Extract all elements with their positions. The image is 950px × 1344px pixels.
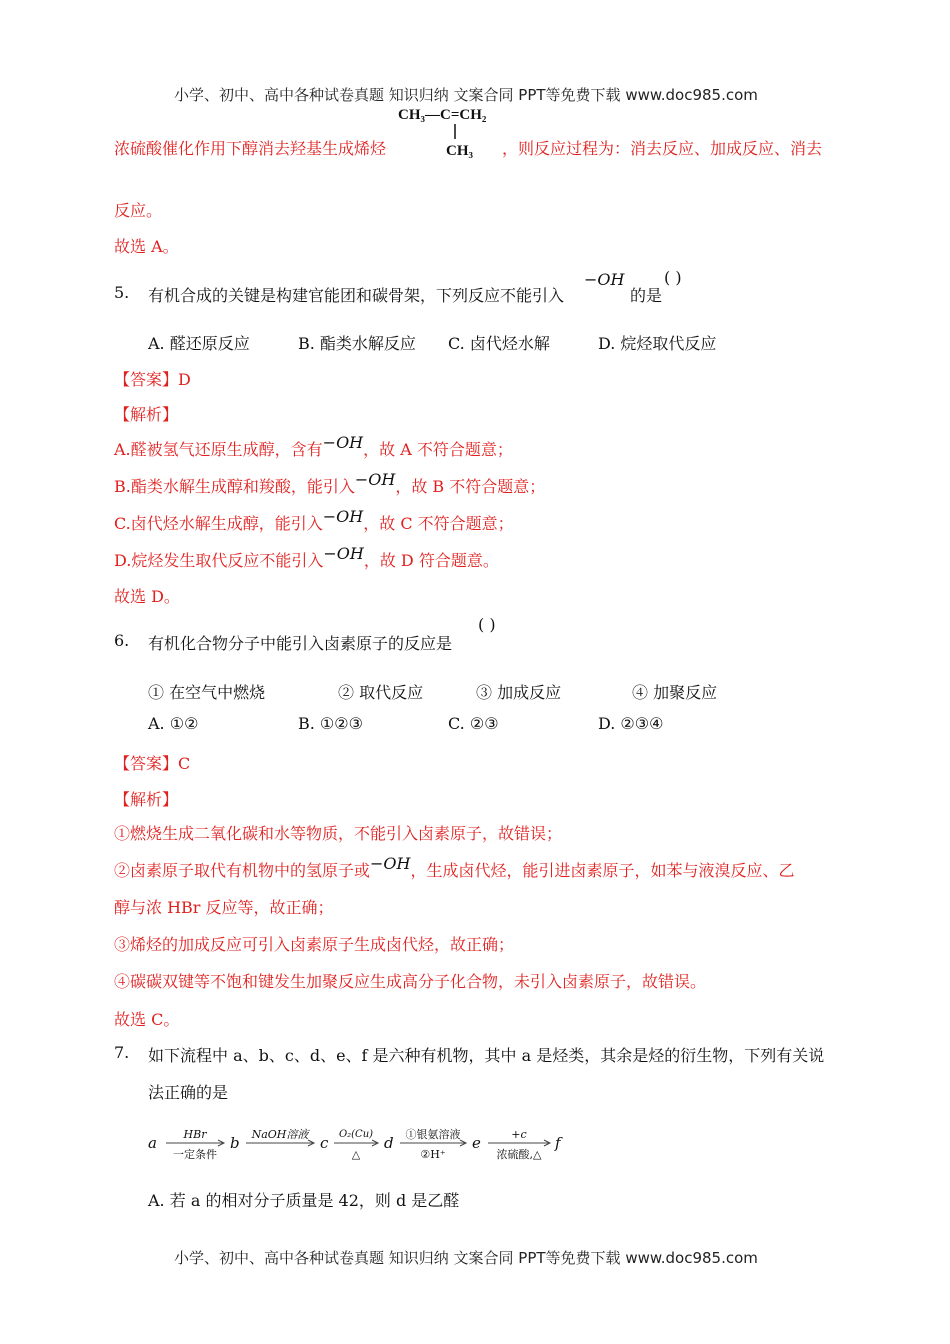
q5-analysis-d-oh: −OH bbox=[323, 544, 364, 563]
q6-item-2: ② 取代反应 bbox=[338, 683, 424, 702]
page-header: 小学、初中、高中各种试卷真题 知识归纳 文案合同 PPT等免费下载 www.doc985.com bbox=[174, 86, 758, 104]
q6-analysis-3: ③烯烃的加成反应可引入卤素原子生成卤代烃，故正确； bbox=[114, 935, 515, 954]
q5-analysis-d-pre: D.烷烃发生取代反应不能引入 bbox=[114, 551, 324, 570]
q5-analysis-d bbox=[114, 544, 499, 571]
q5-paren: ( ) bbox=[664, 268, 682, 287]
flow-arrow-5-top: +c bbox=[511, 1128, 527, 1141]
q6-option-a: A. ①② bbox=[148, 714, 199, 733]
flow-node-f: f bbox=[555, 1134, 561, 1152]
q5-answer: 【答案】D bbox=[114, 370, 191, 389]
q6-number: 6. bbox=[114, 631, 130, 650]
q6-analysis-title: 【解析】 bbox=[114, 790, 179, 809]
q5-analysis-c-oh: −OH bbox=[322, 507, 364, 526]
q7-stem-1: 如下流程中 a、b、c、d、e、f 是六种有机物，其中 a 是烃类，其余是烃的衍生物，下列有关说 bbox=[148, 1046, 825, 1065]
q6-conclusion: 故选 C。 bbox=[114, 1010, 180, 1029]
q5-analysis-c bbox=[114, 507, 514, 534]
flow-node-c: c bbox=[320, 1134, 329, 1152]
structure-top: CH₃—C=CH₂ bbox=[398, 107, 487, 123]
q7-stem-2: 法正确的是 bbox=[148, 1083, 229, 1102]
q6-analysis-2-oh: −OH bbox=[370, 854, 411, 873]
flow-arrow-2-top: NaOH溶液 bbox=[251, 1128, 309, 1141]
q6-paren: ( ) bbox=[478, 615, 496, 634]
flow-arrow-5-bottom: 浓硫酸,△ bbox=[496, 1148, 542, 1161]
q5-analysis-a-oh: −OH bbox=[322, 433, 364, 452]
flow-node-a: a bbox=[148, 1134, 157, 1152]
q5-analysis-a-pre: A.醛被氢气还原生成醇，含有 bbox=[114, 440, 323, 459]
flow-arrow-4-top: ①银氨溶液 bbox=[405, 1128, 461, 1141]
q6-analysis-4: ④碳碳双键等不饱和键发生加聚反应生成高分子化合物，未引入卤素原子，故错误。 bbox=[114, 972, 707, 991]
q5-analysis-c-pre: C.卤代烃水解生成醇，能引入 bbox=[114, 514, 323, 533]
q5-analysis-b-post: ，故 B 不符合题意； bbox=[395, 477, 546, 496]
q6-item-4: ④ 加聚反应 bbox=[632, 683, 718, 702]
q5-analysis-d-post: ，故 D 符合题意。 bbox=[363, 551, 499, 570]
q6-analysis-2-post: ，生成卤代烃，能引进卤素原子，如苯与液溴反应、乙 bbox=[410, 861, 795, 880]
q5-option-a: A. 醛还原反应 bbox=[148, 334, 250, 353]
q6-item-3: ③ 加成反应 bbox=[476, 683, 562, 702]
q5-analysis-a-post: ，故 A 不符合题意； bbox=[363, 440, 513, 459]
q6-item-1: ① 在空气中燃烧 bbox=[148, 683, 266, 702]
q5-analysis-b bbox=[114, 470, 546, 497]
q6-analysis-2-pre: ②卤素原子取代有机物中的氢原子或 bbox=[114, 861, 371, 880]
q5-option-d: D. 烷烃取代反应 bbox=[598, 334, 717, 353]
q4-line2: 反应。 bbox=[114, 201, 163, 220]
q6-option-d: D. ②③④ bbox=[598, 714, 664, 733]
q5-option-c: C. 卤代烃水解 bbox=[448, 334, 550, 353]
isobutene-structure bbox=[396, 102, 516, 162]
q5-number: 5. bbox=[114, 283, 130, 302]
flow-arrow-1-top: HBr bbox=[183, 1128, 207, 1141]
flow-node-d: d bbox=[384, 1134, 394, 1152]
flow-node-e: e bbox=[472, 1134, 481, 1152]
q5-conclusion: 故选 D。 bbox=[114, 587, 180, 606]
q6-analysis-2 bbox=[114, 854, 795, 881]
q4-line1-left: 浓硫酸催化作用下醇消去羟基生成烯烃 bbox=[114, 139, 387, 158]
q6-analysis-2-cont: 醇与浓 HBr 反应等，故正确； bbox=[114, 898, 334, 917]
q5-analysis-title: 【解析】 bbox=[114, 405, 179, 424]
q5-stem: 有机合成的关键是构建官能团和碳骨架，下列反应不能引入 bbox=[148, 286, 565, 305]
flow-arrow-1-bottom: 一定条件 bbox=[173, 1148, 217, 1161]
page-footer: 小学、初中、高中各种试卷真题 知识归纳 文案合同 PPT等免费下载 www.doc985.com bbox=[174, 1249, 758, 1267]
q5-analysis-c-post: ，故 C 不符合题意； bbox=[363, 514, 514, 533]
q6-option-b: B. ①②③ bbox=[298, 714, 363, 733]
flow-arrow-4-bottom: ②H⁺ bbox=[420, 1148, 446, 1161]
q6-stem: 有机化合物分子中能引入卤素原子的反应是 bbox=[148, 634, 453, 653]
q4-conclusion: 故选 A。 bbox=[114, 237, 179, 256]
q6-answer: 【答案】C bbox=[114, 754, 191, 773]
q5-analysis-b-pre: B.酯类水解生成醇和羧酸，能引入 bbox=[114, 477, 355, 496]
reaction-flowchart bbox=[140, 1118, 580, 1166]
q5-oh: −OH bbox=[584, 270, 625, 289]
q6-analysis-1: ①燃烧生成二氧化碳和水等物质，不能引入卤素原子，故错误； bbox=[114, 824, 563, 843]
q4-line1-right: ，则反应过程为：消去反应、加成反应、消去 bbox=[502, 139, 823, 158]
q7-option-a: A. 若 a 的相对分子质量是 42，则 d 是乙醛 bbox=[148, 1191, 460, 1210]
q5-analysis-b-oh: −OH bbox=[354, 470, 396, 489]
q6-option-c: C. ②③ bbox=[448, 714, 499, 733]
structure-branch: CH₃ bbox=[446, 143, 473, 159]
q5-option-b: B. 酯类水解反应 bbox=[298, 334, 416, 353]
flow-node-b: b bbox=[230, 1134, 240, 1152]
q5-stem-end: 的是 bbox=[630, 286, 663, 305]
q7-number: 7. bbox=[114, 1043, 130, 1062]
flow-arrow-3-bottom: △ bbox=[351, 1148, 361, 1161]
flow-arrow-3-top: O₂(Cu) bbox=[338, 1129, 374, 1140]
q5-analysis-a bbox=[114, 433, 513, 460]
